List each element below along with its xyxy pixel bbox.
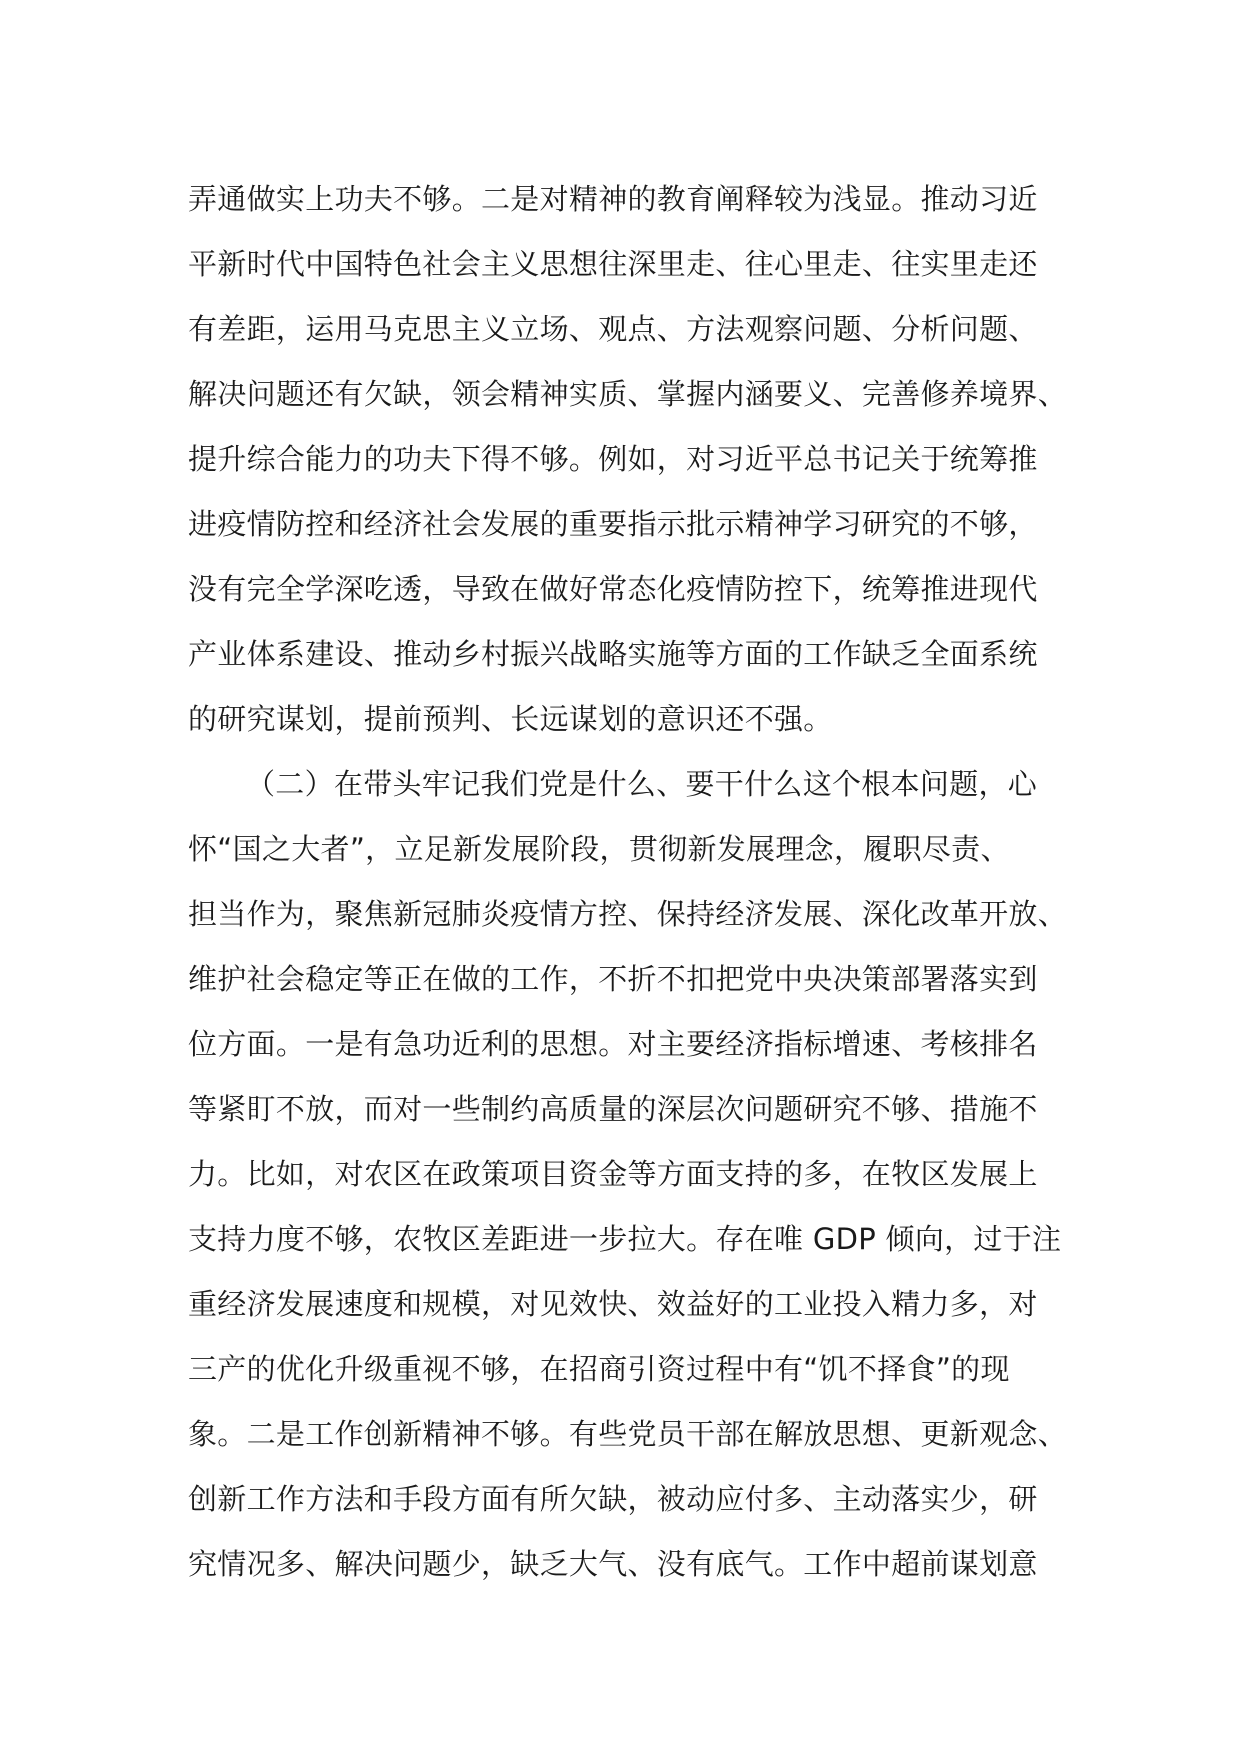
text-line: 究情况多、解决问题少，缺乏大气、没有底气。工作中超前谋划意 bbox=[188, 1547, 1038, 1581]
text-line: 的研究谋划，提前预判、长远谋划的意识还不强。 bbox=[188, 702, 833, 736]
text-line: 提升综合能力的功夫下得不够。例如，对习近平总书记关于统筹推 bbox=[188, 442, 1038, 476]
text-line: 象。二是工作创新精神不够。有些党员干部在解放思想、更新观念、 bbox=[188, 1417, 1068, 1451]
body-text bbox=[188, 167, 1068, 1597]
text-line: 等紧盯不放，而对一些制约高质量的深层次问题研究不够、措施不 bbox=[188, 1092, 1038, 1126]
text-line: 有差距，运用马克思主义立场、观点、方法观察问题、分析问题、 bbox=[188, 312, 1038, 346]
text-line: 进疫情防控和经济社会发展的重要指示批示精神学习研究的不够， bbox=[188, 507, 1038, 541]
text-line: 支持力度不够，农牧区差距进一步拉大。存在唯 GDP 倾向，过于注 bbox=[188, 1222, 1062, 1256]
text-line: 怀“国之大者”，立足新发展阶段，贯彻新发展理念，履职尽责、 bbox=[188, 832, 1010, 866]
text-line: 解决问题还有欠缺，领会精神实质、掌握内涵要义、完善修养境界、 bbox=[188, 377, 1068, 411]
text-line: 位方面。一是有急功近利的思想。对主要经济指标增速、考核排名 bbox=[188, 1027, 1038, 1061]
text-line: 产业体系建设、推动乡村振兴战略实施等方面的工作缺乏全面系统 bbox=[188, 637, 1038, 671]
text-line: 维护社会稳定等正在做的工作，不折不扣把党中央决策部署落实到 bbox=[188, 962, 1038, 996]
text-line: 弄通做实上功夫不够。二是对精神的教育阐释较为浅显。推动习近 bbox=[188, 182, 1038, 216]
text-line: 三产的优化升级重视不够，在招商引资过程中有“饥不择食”的现 bbox=[188, 1352, 1010, 1386]
text-line: 担当作为，聚焦新冠肺炎疫情方控、保持经济发展、深化改革开放、 bbox=[188, 897, 1068, 931]
text-line: 力。比如，对农区在政策项目资金等方面支持的多，在牧区发展上 bbox=[188, 1157, 1038, 1191]
text-line: 创新工作方法和手段方面有所欠缺，被动应付多、主动落实少，研 bbox=[188, 1482, 1038, 1516]
text-line: 没有完全学深吃透，导致在做好常态化疫情防控下，统筹推进现代 bbox=[188, 572, 1038, 606]
text-line: 重经济发展速度和规模，对见效快、效益好的工业投入精力多，对 bbox=[188, 1287, 1038, 1321]
text-line: 平新时代中国特色社会主义思想往深里走、往心里走、往实里走还 bbox=[188, 247, 1038, 281]
paragraph-heading-line: （二）在带头牢记我们党是什么、要干什么这个根本问题，心 bbox=[246, 767, 1038, 801]
